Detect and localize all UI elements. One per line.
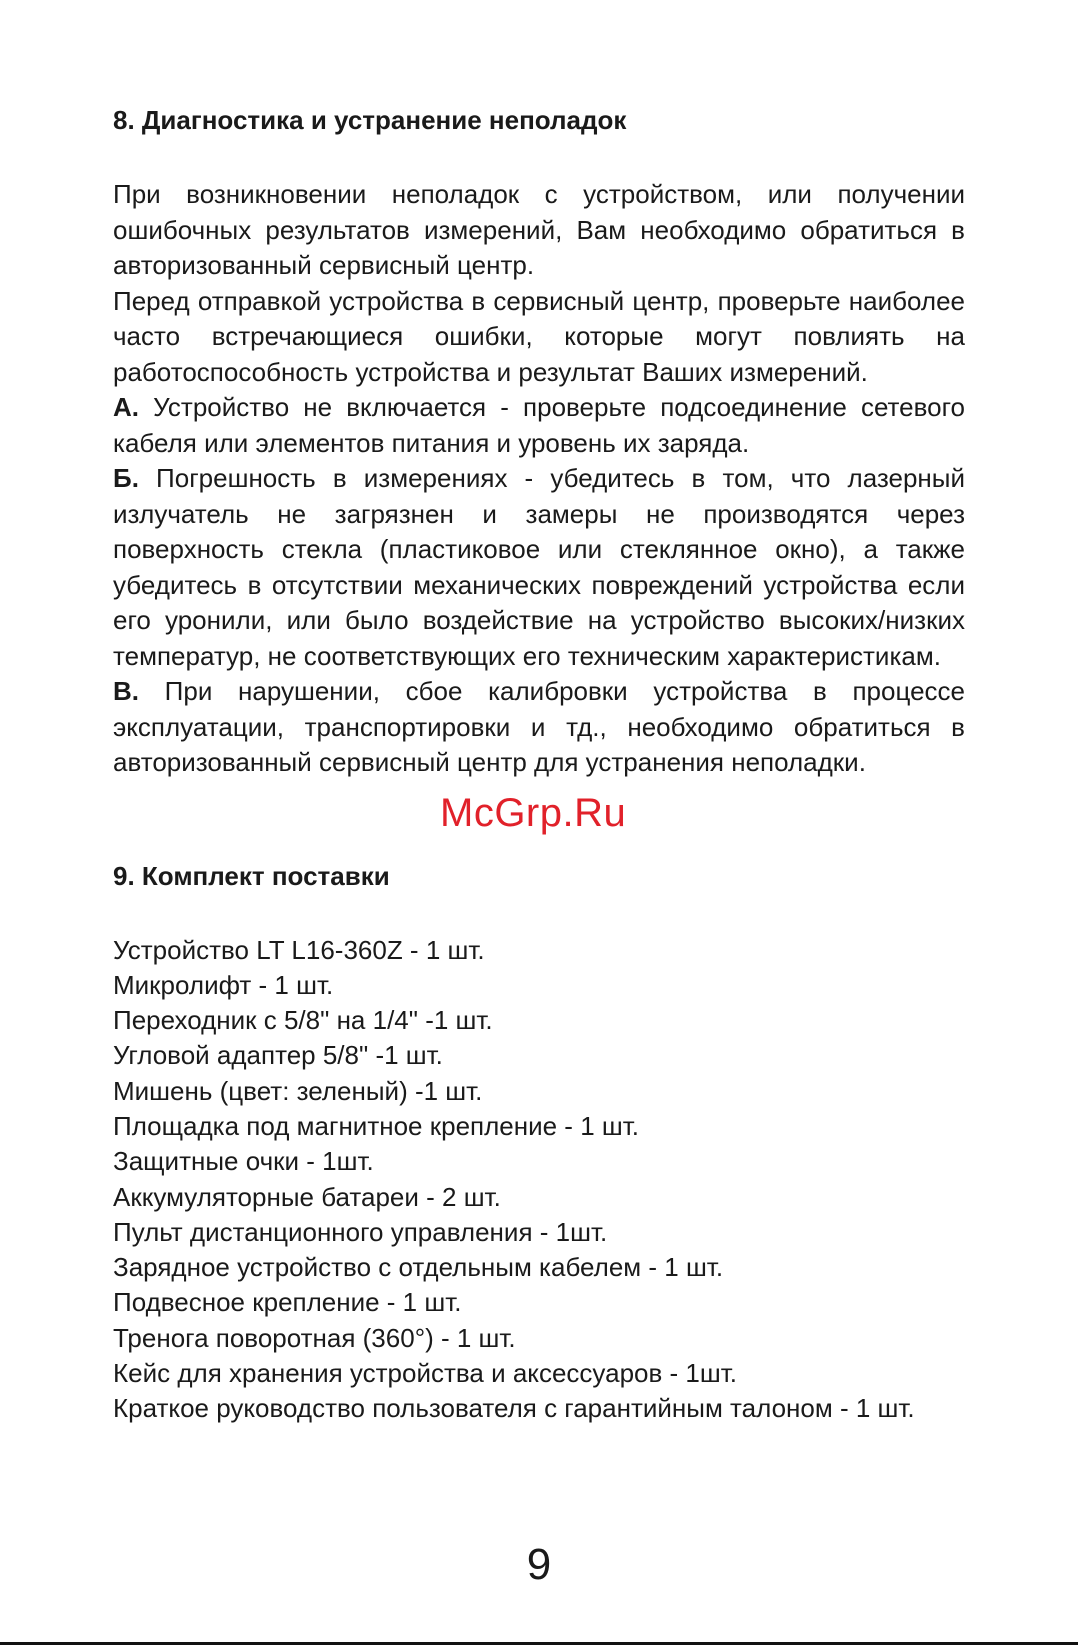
paragraph-intro-check: Перед отправкой устройства в сервисный центр, проверьте наиболее часто встречающиеся ошибки, которые могут повлиять на работоспособность устройства и результат Ваших измерений. (113, 285, 965, 387)
list-item: Пульт дистанционного управления - 1шт. (113, 1216, 608, 1247)
list-item: Микролифт - 1 шт. (113, 969, 334, 1000)
list-item: Тренога поворотная (360°) - 1 шт. (113, 1322, 516, 1353)
item-c-text: При нарушении, сбое калибровки устройства в процессе эксплуатации, транспортировки и тд., необходимо обратиться в авторизованный сервисный центр для устранения неполадки. (113, 676, 965, 777)
list-item: Краткое руководство пользователя с гарантийным талоном - 1 шт. (113, 1393, 915, 1424)
list-item: Кейс для хранения устройства и аксессуаров - 1шт. (113, 1358, 737, 1389)
page-number: 9 (526, 1540, 552, 1589)
list-item: Зарядное устройство с отдельным кабелем - 1 шт. (113, 1252, 724, 1283)
list-item: Мишень (цвет: зеленый) -1 шт. (113, 1075, 483, 1106)
section-package-contents (113, 859, 965, 1427)
troubleshoot-item-a (113, 390, 965, 461)
item-a-label: А. (113, 392, 139, 422)
item-b-text: Погрешность в измерениях - убедитесь в том, что лазерный излучатель не загрязнен и замеры не производятся через поверхность стекла (пластиковое или стеклянное окно), а также убедитесь в отсутствии механических повреждений устройства если его уронили, или было воздействие на устройство высоких/низких температур, не соответствующих его техническим характеристикам. (113, 463, 965, 671)
list-item: Площадка под магнитное крепление - 1 шт. (113, 1110, 639, 1141)
item-c-label: В. (113, 676, 139, 706)
troubleshoot-item-c (113, 674, 965, 781)
list-item: Защитные очки - 1шт. (113, 1146, 374, 1177)
section-title-diagnostics: 8. Диагностика и устранение неполадок (113, 105, 627, 135)
list-item: Подвесное крепление - 1 шт. (113, 1287, 462, 1318)
package-list (113, 933, 965, 1427)
paragraph-intro-service: При возникновении неполадок с устройством, или получении ошибочных результатов измерений, Вам необходимо обратиться в авторизованный сервисный центр. (113, 179, 965, 280)
watermark: McGrp.Ru (440, 791, 627, 835)
list-item: Устройство LT L16-360Z - 1 шт. (113, 934, 485, 965)
list-item: Переходник с 5/8" на 1/4" -1 шт. (113, 1005, 493, 1036)
section-diagnostics (113, 103, 965, 781)
page-content (113, 103, 965, 1427)
list-item: Угловой адаптер 5/8" -1 шт. (113, 1040, 443, 1071)
section-title-package: 9. Комплект поставки (113, 860, 390, 891)
list-item: Аккумуляторные батареи - 2 шт. (113, 1181, 501, 1212)
item-b-label: Б. (113, 463, 139, 493)
troubleshoot-item-b (113, 461, 965, 674)
item-a-text: Устройство не включается - проверьте подсоединение сетевого кабеля или элементов питания и уровень их заряда. (113, 392, 965, 458)
